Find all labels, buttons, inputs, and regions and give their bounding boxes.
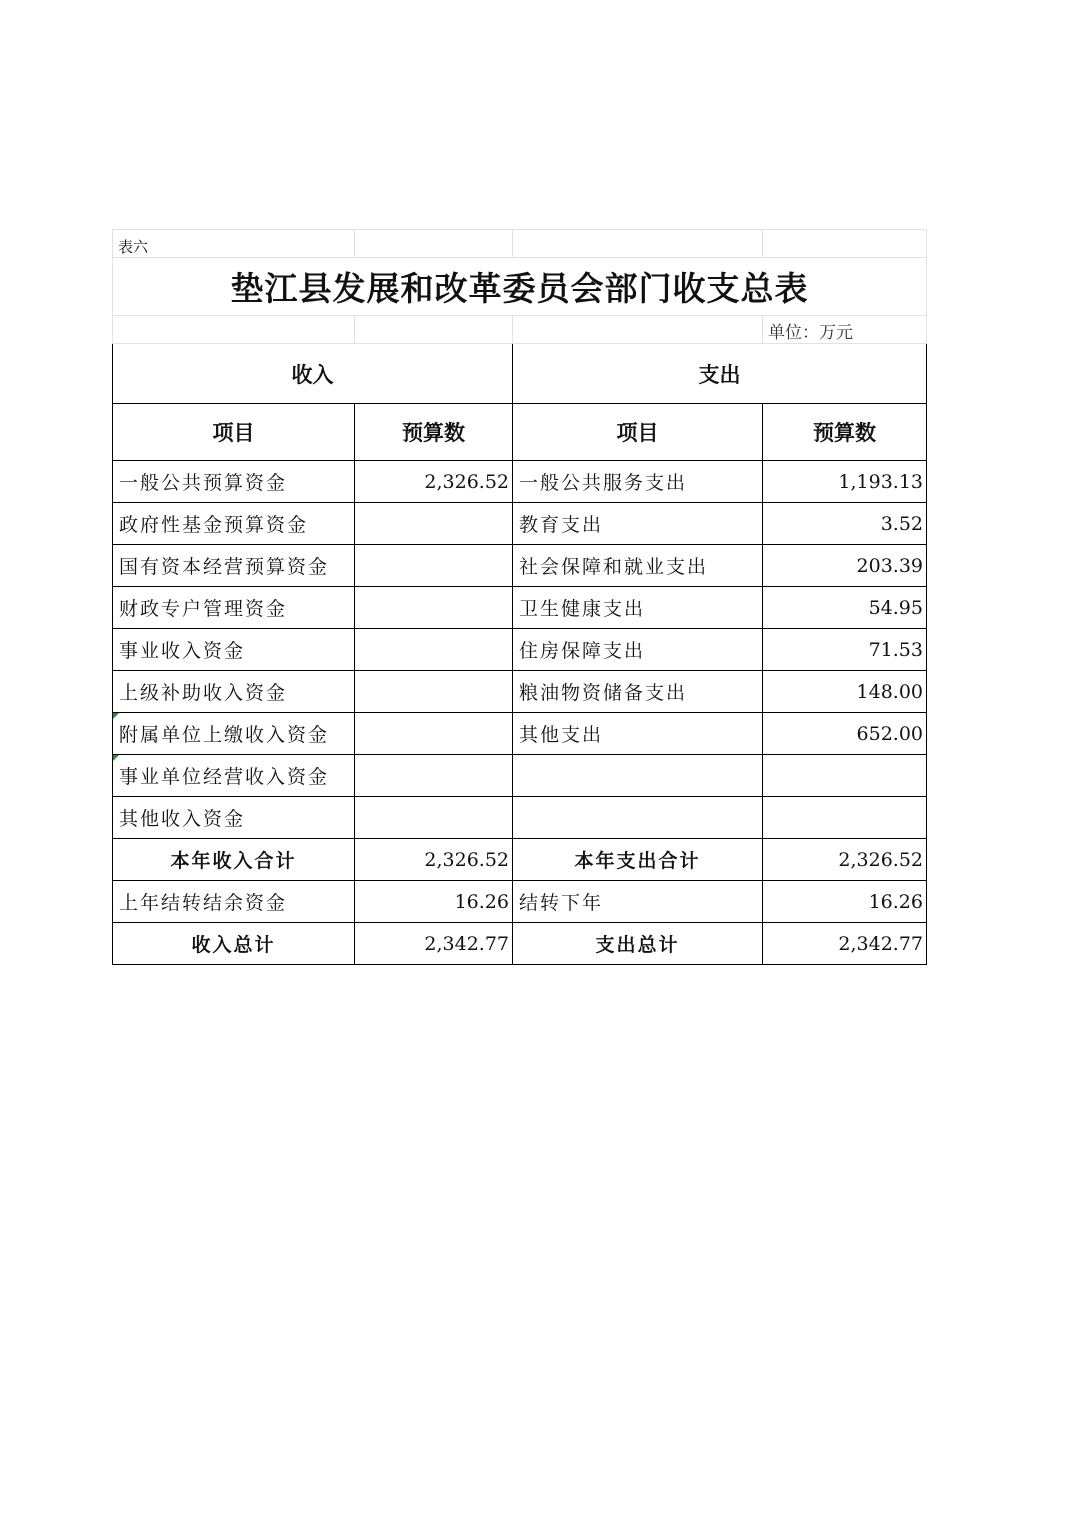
budget-summary-table xyxy=(112,229,927,965)
unit-row xyxy=(113,316,927,344)
table-row xyxy=(113,629,927,671)
income-carryover-amount: 16.26 xyxy=(355,881,513,923)
table-row xyxy=(113,587,927,629)
expense-budget-header: 预算数 xyxy=(763,404,927,461)
table-row xyxy=(113,713,927,755)
expense-amount: 203.39 xyxy=(763,545,927,587)
income-item: 事业单位经营收入资金 xyxy=(113,755,355,797)
column-header-row xyxy=(113,404,927,461)
income-amount: 2,326.52 xyxy=(355,461,513,503)
income-amount xyxy=(355,503,513,545)
expense-carryover-item: 结转下年 xyxy=(513,881,763,923)
expense-item: 社会保障和就业支出 xyxy=(513,545,763,587)
expense-carryover-amount: 16.26 xyxy=(763,881,927,923)
expense-item: 粮油物资储备支出 xyxy=(513,671,763,713)
table-row xyxy=(113,503,927,545)
income-total-amount: 2,342.77 xyxy=(355,923,513,965)
expense-item: 卫生健康支出 xyxy=(513,587,763,629)
income-item: 事业收入资金 xyxy=(113,629,355,671)
expense-amount: 1,193.13 xyxy=(763,461,927,503)
expense-section-header: 支出 xyxy=(513,344,927,404)
income-amount xyxy=(355,797,513,839)
page-title: 垫江县发展和改革委员会部门收支总表 xyxy=(113,258,927,316)
expense-amount xyxy=(763,755,927,797)
income-amount xyxy=(355,713,513,755)
income-amount xyxy=(355,671,513,713)
table-row xyxy=(113,461,927,503)
income-item: 附属单位上缴收入资金 xyxy=(113,713,355,755)
note-row xyxy=(113,230,927,258)
expense-total-amount: 2,342.77 xyxy=(763,923,927,965)
table-row xyxy=(113,545,927,587)
total-row xyxy=(113,923,927,965)
subtotal-row xyxy=(113,839,927,881)
expense-amount: 71.53 xyxy=(763,629,927,671)
expense-item xyxy=(513,755,763,797)
income-amount xyxy=(355,587,513,629)
expense-total-label: 支出总计 xyxy=(513,923,763,965)
expense-item xyxy=(513,797,763,839)
income-item: 财政专户管理资金 xyxy=(113,587,355,629)
income-item: 政府性基金预算资金 xyxy=(113,503,355,545)
income-section-header: 收入 xyxy=(113,344,513,404)
income-carryover-item: 上年结转结余资金 xyxy=(113,881,355,923)
income-subtotal-amount: 2,326.52 xyxy=(355,839,513,881)
expense-amount xyxy=(763,797,927,839)
title-row xyxy=(113,258,927,316)
income-item-header: 项目 xyxy=(113,404,355,461)
table-number-note: 表六 xyxy=(113,230,355,258)
income-amount xyxy=(355,629,513,671)
expense-amount: 652.00 xyxy=(763,713,927,755)
expense-amount: 148.00 xyxy=(763,671,927,713)
income-subtotal-label: 本年收入合计 xyxy=(113,839,355,881)
table-row xyxy=(113,755,927,797)
income-item: 一般公共预算资金 xyxy=(113,461,355,503)
expense-item-header: 项目 xyxy=(513,404,763,461)
expense-item: 住房保障支出 xyxy=(513,629,763,671)
expense-subtotal-amount: 2,326.52 xyxy=(763,839,927,881)
expense-item: 教育支出 xyxy=(513,503,763,545)
table-row xyxy=(113,797,927,839)
expense-amount: 54.95 xyxy=(763,587,927,629)
income-item: 上级补助收入资金 xyxy=(113,671,355,713)
unit-label: 单位：万元 xyxy=(763,316,927,344)
income-item: 国有资本经营预算资金 xyxy=(113,545,355,587)
income-item: 其他收入资金 xyxy=(113,797,355,839)
expense-item: 一般公共服务支出 xyxy=(513,461,763,503)
income-budget-header: 预算数 xyxy=(355,404,513,461)
carryover-row xyxy=(113,881,927,923)
expense-amount: 3.52 xyxy=(763,503,927,545)
income-total-label: 收入总计 xyxy=(113,923,355,965)
expense-subtotal-label: 本年支出合计 xyxy=(513,839,763,881)
section-header-row xyxy=(113,344,927,404)
table-row xyxy=(113,671,927,713)
income-amount xyxy=(355,545,513,587)
income-amount xyxy=(355,755,513,797)
expense-item: 其他支出 xyxy=(513,713,763,755)
